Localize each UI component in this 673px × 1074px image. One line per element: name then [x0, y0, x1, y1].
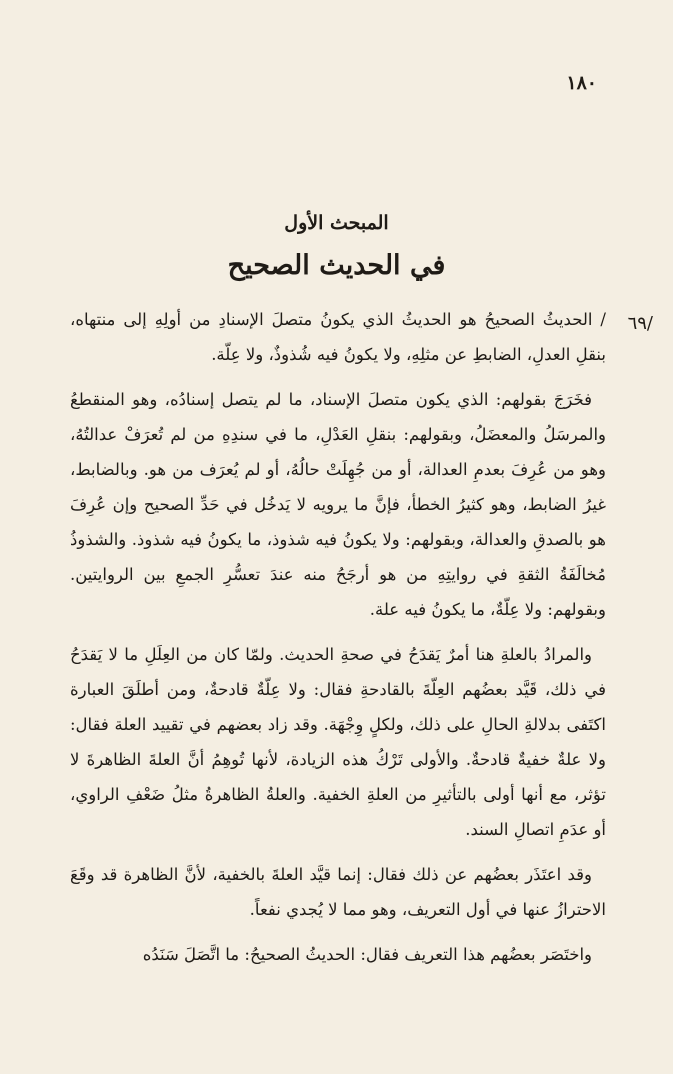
section-heading: المبحث الأول — [284, 212, 389, 234]
margin-note: /٦٩ — [627, 313, 653, 334]
body-text — [70, 302, 606, 982]
section-title: في الحديث الصحيح — [227, 250, 446, 281]
paragraph-exclusions: فخَرَجَ بقولهم: الذي يكون متصلَ الإسناد، ما لم يتصل إسنادُه، وهو المنقطعُ والمرسَلُ والمعضَلُ، وبقولهم: بنقلِ العَدْلِ، ما في سندِهِ من لم تُعرَفْ عدالتُهُ، وهو من عُرِفَ بعدمِ العدالة، أو من جُهِلَتْ حالُهُ، أو لم يُعرَف من هو. وبالضابط، غيرُ الضابط، وهو كثيرُ الخطأ، فإنَّ ما يرويه لا يَدخُل في حَدِّ الصحيح وإن عُرِفَ هو بالصدقِ والعدالة، وبقولهم: ولا يكونُ فيه شذوذ، ما يكونُ فيه شذوذ. والشذوذُ مُخالَفَةُ الثقةِ في روايتِهِ من هو أرجَحُ منه عندَ تعسُّرِ الجمعِ بين الروايتين. وبقولهم: ولا عِلّةٌ، ما يكونُ فيه علة. — [70, 390, 606, 619]
paragraph-illa: والمرادُ بالعلةِ هنا أمرٌ يَقدَحُ في صحةِ الحديث. ولمّا كان من العِلَلِ ما لا يَقدَحُ في ذلك، قَيَّد بعضُهم العِلّةَ بالقادحةِ فقال: ولا عِلّةٌ قادحةٌ، ومن أطلَقَ العبارة اكتَفى بدلالةِ الحالِ على ذلك، ولكلٍ وِجْهَة. وقد زاد بعضهم في تقييد العلة فقال: ولا علةٌ خفيةٌ قادحةٌ. والأولى تَرْكُ هذه الزيادة، لأنها تُوهِمُ أنَّ العلةَ الظاهرةَ لا تؤثر، مع أنها أولى بالتأثيرِ من العلةِ الخفية. والعلةُ الظاهرةُ مثلُ ضَعْفِ الراوي، أو عدَمِ اتصالِ السند. — [70, 645, 606, 839]
paragraph-apology: وقد اعتَذَر بعضُهم عن ذلك فقال: إنما قيَّد العلةَ بالخفية، لأنَّ الظاهرة قد وقَعَ الاحترازُ عنها في أول التعريف، وهو مما لا يُجدي نفعاً. — [70, 865, 606, 919]
paragraph-definition: / الحديثُ الصحيحُ هو الحديثُ الذي يكونُ متصلَ الإسنادِ من أولِهِ إلى منتهاه، بنقلِ العدلِ، الضابطِ عن مثلِهِ، ولا يكونُ فيه شُذوذٌ، ولا عِلّة. — [70, 310, 606, 364]
page-number: ١٨٠ — [566, 72, 597, 94]
paragraph-abridged: واختَصَر بعضُهم هذا التعريف فقال: الحديثُ الصحيحُ: ما اتَّصَلَ سَنَدُه — [142, 945, 592, 964]
